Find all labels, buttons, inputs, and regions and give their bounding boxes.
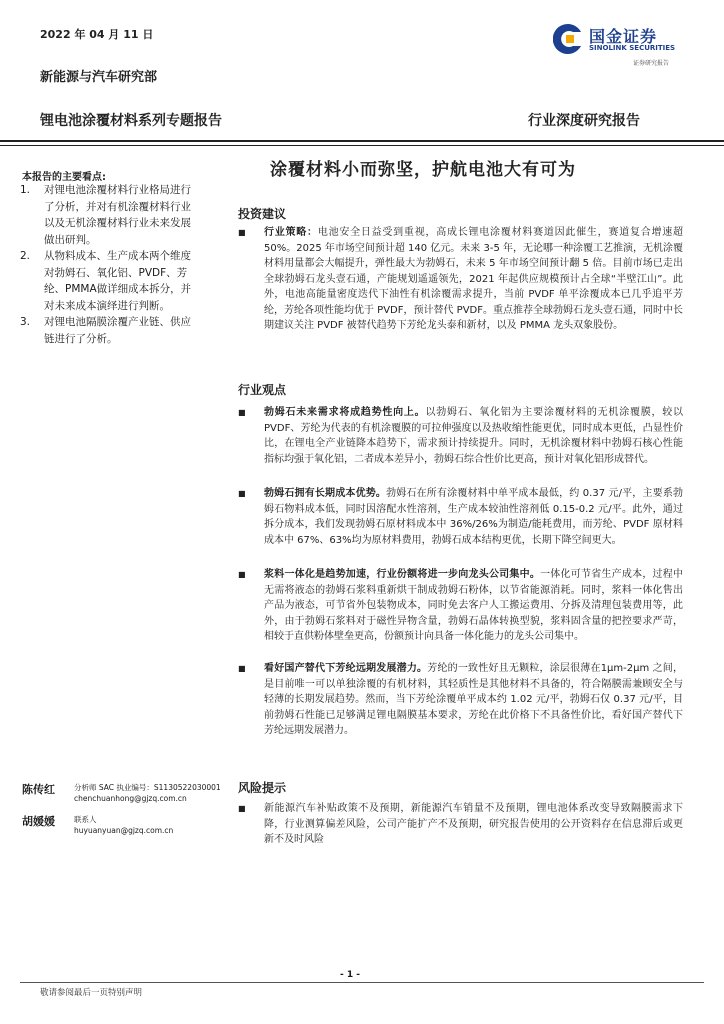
research-dept: 新能源与汽车研究部 [40,70,158,85]
logo-name-cn: 国金证券 [589,27,658,46]
section-heading-risk: 风险提示 [238,781,287,795]
square-bullet-icon: ■ [238,804,246,813]
view-item-4: ■ 看好国产替代下芳纶远期发展潜力。芳纶的一致性好且无颗粒，涂层很薄在1μm-2μm 之间，是目前唯一可以单独涂覆的有机材料，其轻质性是其他材料不具备的，符合隔膜需兼顾安全与轻薄的长期发展趋势。然而，当下芳纶涂覆单平成本约 1.02 元/平，勃姆石仅 0.37 元/平，目前勃姆石性能已足够满足锂电隔膜基本要求，芳纶在此价格下不具备性价比，看好国产替代下芳纶远期发展潜力。 [238,663,684,736]
analyst-info: 分析师 SAC 执业编号：S1130522030001 chenchuanhong@gjzq.com.cn [74,783,221,803]
list-item: 2. 从物料成本、生产成本两个维度对勃姆石、氧化铝、PVDF、芳纶、PMMA做详细成本拆分，并对未来成本演绎进行判断。 [20,250,192,312]
investment-strategy: ■ 行业策略：电池安全日益受到重视，高成长锂电涂覆材料赛道因此催生，赛道复合增速超 50%。2025 年市场空间预计超 140 亿元。未来 3-5 年，无论哪一种涂覆工艺推演，无机涂覆材料用量都会大幅提升，弹性最大为勃姆石，未来 5 年市场空间预计翻 5 倍。目前市场已走出全球勃姆石龙头壹石通，产能规划遥遥领先，2021 年起供应规模预计占全球“半壁江山”。此外，电池高能量密度迭代下油性有机涂覆需求提升，当前 PVDF 单平涂覆成本已几乎追平芳纶，芳纶各项性能均优于 PVDF，预计替代 PVDF。重点推荐全球勃姆石龙头壹石通，同时中长期建议关注 PVDF 被替代趋势下芳纶龙头泰和新材，以及 PMMA 龙头双象股份。 [238,227,684,331]
square-bullet-icon: ■ [238,570,246,579]
square-bullet-icon: ■ [238,228,246,237]
analyst-name: 陈传红 [22,783,55,796]
analyst-email[interactable]: huyuanyuan@gjzq.com.cn [74,826,174,835]
company-logo [553,20,693,72]
page-number: - 1 - [340,970,360,980]
header-rule [0,140,724,142]
main-title: 涂覆材料小而弥坚，护航电池大有可为 [270,160,576,180]
footer-rule [20,982,704,983]
highlights-title: 本报告的主要看点: [22,172,106,183]
report-type: 行业深度研究报告 [528,113,640,129]
square-bullet-icon: ■ [238,664,246,673]
analyst-info: 联系人 huyuanyuan@gjzq.com.cn [74,815,174,835]
square-bullet-icon: ■ [238,408,246,417]
report-date: 2022 年 04 月 11 日 [40,28,154,41]
risk-text: ■ 新能源汽车补贴政策不及预期，新能源汽车销量不及预期，锂电池体系改变导致隔膜需求下降，行业测算偏差风险，公司产能扩产不及预期，研究报告使用的公开资料存在信息滞后或更新不及时风险 [238,803,683,845]
logo-name-en: SINOLINK SECURITIES [589,44,676,52]
logo-subtitle: 证券研究报告 [633,60,670,67]
report-series: 锂电池涂覆材料系列专题报告 [40,113,222,129]
section-heading-views: 行业观点 [238,383,287,397]
list-item: 1. 对锂电池涂覆材料行业格局进行了分析，并对有机涂覆材料行业以及无机涂覆材料行业未来发展做出研判。 [20,184,191,246]
footer-disclaimer: 敬请参阅最后一页特别声明 [40,988,143,998]
analyst-name: 胡媛媛 [22,815,55,828]
analyst-email[interactable]: chenchuanhong@gjzq.com.cn [74,794,187,803]
view-item-2: ■ 勃姆石拥有长期成本优势。勃姆石在所有涂覆材料中单平成本最低，约 0.37 元/平，主要系勃姆石物料成本低，同时因溶配水性溶剂，生产成本较油性溶剂低 0.15-0.2 元/平。此外，通过拆分成本，我们发现勃姆石原材料成本中 36%/26%为制造/能耗费用，而芳纶、PVDF 原材料成本中 67%、63%均为原材料费用，勃姆石成本结构更优，长期下降空间更大。 [238,488,684,546]
logo-mark-icon [553,22,583,56]
list-item: 3. 对锂电池隔膜涂覆产业链、供应链进行了分析。 [20,316,191,345]
header-rule-thin [0,145,724,146]
square-bullet-icon: ■ [238,489,246,498]
highlights-list [20,182,200,347]
view-item-3: ■ 浆料一体化是趋势加速，行业份额将进一步向龙头公司集中。一体化可节省生产成本，过程中无需将液态的勃姆石浆料重新烘干制成勃姆石粉体，以节省能源消耗。同时，浆料一体化售出产品为液态，可节省外包装物成本，同时免去客户人工搬运费用、分拆及清理包装费用等，此外，由于勃姆石浆料对于磁性异物含量，勃姆石晶体转换型貌，浆料固含量的把控要求严苛，相较于直供粉体壁垒更高，份额预计向具备一体化能力的龙头公司集中。 [238,569,684,642]
section-heading-investment: 投资建议 [238,207,287,221]
view-item-1: ■ 勃姆石未来需求将成趋势性向上。以勃姆石、氧化铝为主要涂覆材料的无机涂覆膜，较以 PVDF、芳纶为代表的有机涂覆膜的可拉伸强度以及热收缩性能更优，同时成本更低，凸显性价比，在锂电全产业链降本趋势下，需求预计持续提升。同时，无机涂覆材料中勃姆石核心性能指标均强于氧化铝，二者成本差异小，勃姆石综合性价比更高，预计对氧化铝形成替代。 [238,407,684,465]
